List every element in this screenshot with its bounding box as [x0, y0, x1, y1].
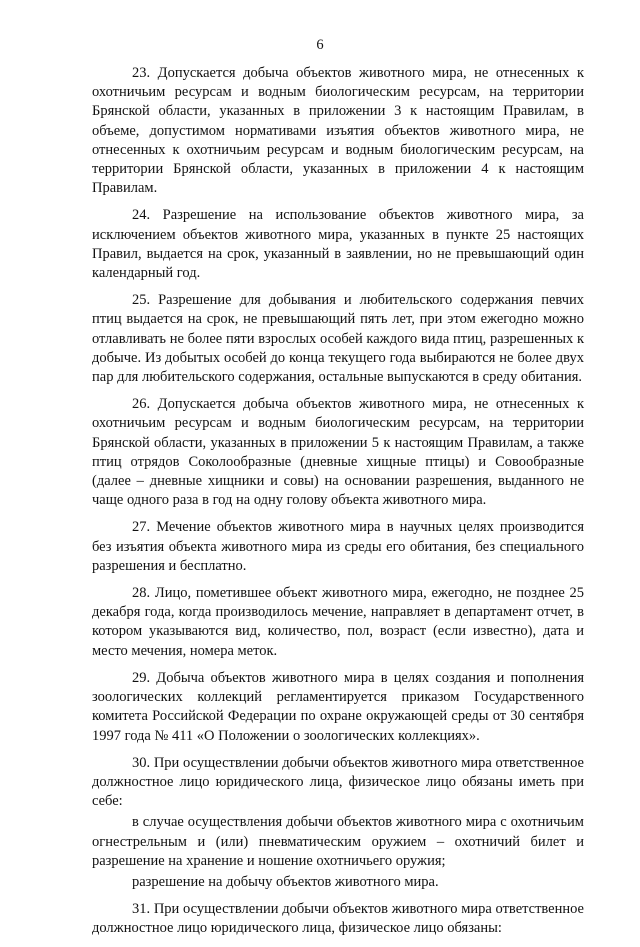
paragraph-28: 28. Лицо, пометившее объект животного мира, ежегодно, не позднее 25 декабря года, когда производилось мечение, направляет в департамент отчет, в котором указываются вид, количество, пол, возраст (если известно), дата и место мечения, номера меток. — [92, 585, 584, 659]
paragraph-27: 27. Мечение объектов животного мира в научных целях производится без изъятия объекта животного мира из среды его обитания, без специального разрешения и бесплатно. — [92, 519, 584, 574]
paragraph-31: 31. При осуществлении добычи объектов животного мира ответственное должностное лицо юридического лица, физическое лицо обязаны: — [92, 901, 584, 937]
paragraph-25: 25. Разрешение для добывания и любительского содержания певчих птиц выдается на срок, не превышающий пять лет, при этом ежегодно можно отлавливать не более пяти взрослых особей каждого вида птиц, разрешенных к добыче. Из добытых особей до конца текущего года выбираются не более двух пар для любительского содержания, остальные выпускаются в среду обитания. — [92, 292, 584, 386]
page-number: 6 — [316, 37, 324, 53]
paragraph-30-item-2: разрешение на добычу объектов животного мира. — [132, 873, 439, 890]
paragraph-26: 26. Допускается добыча объектов животного мира, не отнесенных к охотничьим ресурсам и водным биологическим ресурсам, на территории Брянской области, указанных в приложении 5 к настоящим Правилам, а также птиц отрядов Соколообразные (дневные хищные птицы) и Совообразные (далее – дневные хищники и совы) на основании разрешения, выданного не чаще одного раза в год на одну голову объекта животного мира. — [92, 396, 584, 509]
paragraph-24: 24. Разрешение на использование объектов животного мира, за исключением объектов животного мира, указанных в пункте 25 настоящих Правил, выдается на срок, указанный в заявлении, но не превышающий один календарный год. — [92, 207, 584, 282]
paragraph-30: 30. При осуществлении добычи объектов животного мира ответственное должностное лицо юридического лица, физическое лицо обязаны иметь при себе: — [92, 754, 584, 810]
document-body — [92, 64, 584, 947]
paragraph-30-item-1: в случае осуществления добычи объектов животного мира с охотничьим огнестрельным и (или) пневматическим оружием – охотничий билет и разрешение на хранение и ношение охотничьего оружия; — [92, 814, 584, 869]
paragraph-23: 23. Допускается добыча объектов животного мира, не отнесенных к охотничьим ресурсам и водным биологическим ресурсам, на территории Брянской области, указанных в приложении 3 к настоящим Правилам, в объеме, допустимом нормативами изъятия объектов животного мира, не отнесенных к охотничьим ресурсам и водным биологическим ресурсам, на территории Брянской области, указанных в приложении 4 к настоящим Правилам. — [92, 65, 584, 197]
paragraph-29: 29. Добыча объектов животного мира в целях создания и пополнения зоологических коллекций регламентируется приказом Государственного комитета Российской Федерации по охране окружающей среды от 30 сентября 1997 года № 411 «О Положении о зоологических коллекциях». — [92, 669, 584, 744]
